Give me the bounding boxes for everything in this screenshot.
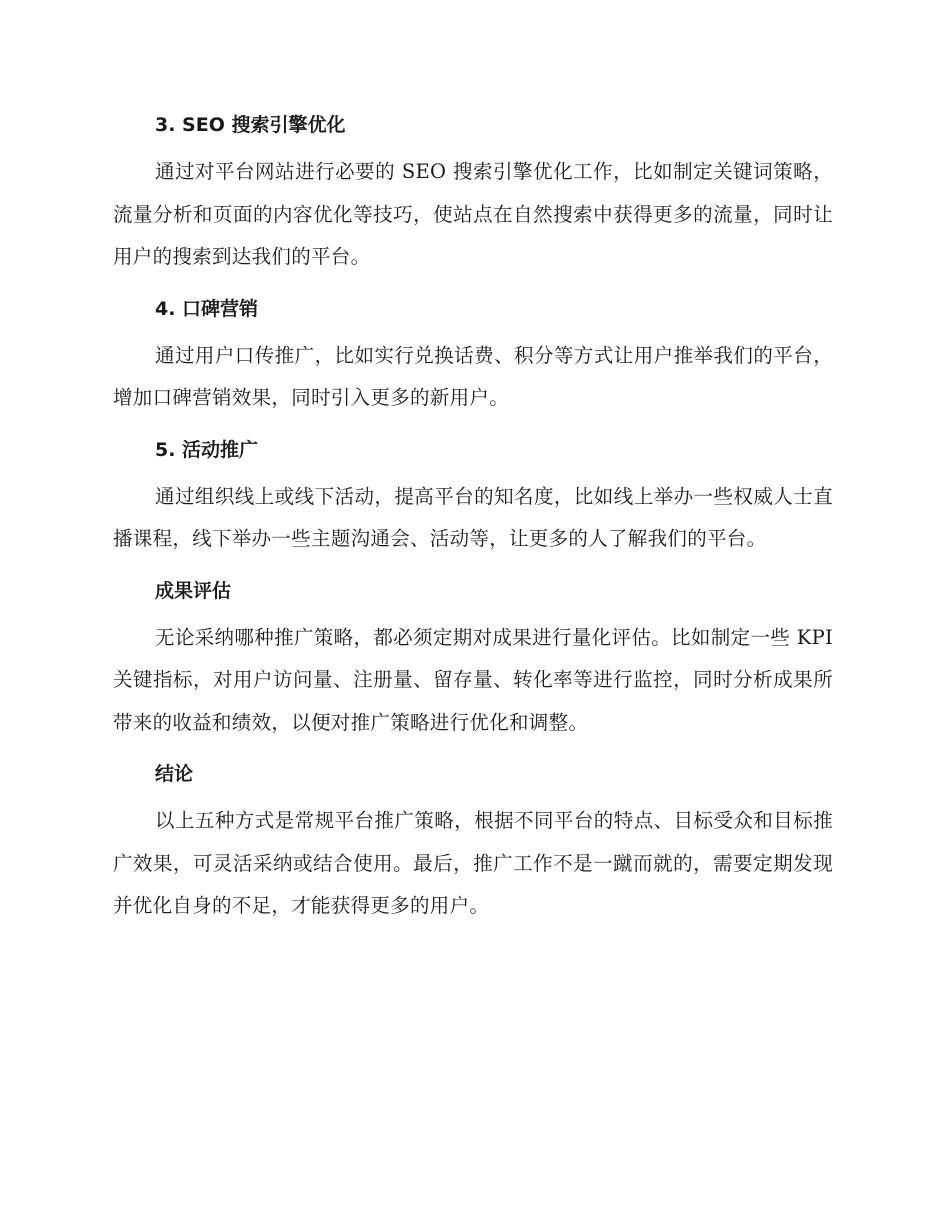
section-heading-conclusion: 结论 (155, 763, 194, 785)
section-heading-word-of-mouth: 4. 口碑营销 (155, 297, 259, 320)
section-heading-evaluation: 成果评估 (155, 579, 232, 602)
section-body-seo: 通过对平台网站进行必要的 SEO 搜索引擎优化工作，比如制定关键词策略，流量分析和页面的内容优化等技巧，使站点在自然搜索中获得更多的流量，同时让用户的搜索到达我们的平台。 (113, 160, 833, 268)
section-body-conclusion: 以上五种方式是常规平台推广策略，根据不同平台的特点、目标受众和目标推广效果，可灵活采纳或结合使用。最后，推广工作不是一蹴而就的，需要定期发现并优化自身的不足，才能获得更多的用户。 (113, 809, 833, 917)
section-body-evaluation: 无论采纳哪种推广策略，都必须定期对成果进行量化评估。比如制定一些 KPI 关键指标，对用户访问量、注册量、留存量、转化率等进行监控，同时分析成果所带来的收益和绩效，以便对推广策略进行优化和调整。 (113, 625, 833, 734)
section-body-word-of-mouth: 通过用户口传推广，比如实行兑换话费、积分等方式让用户推举我们的平台，增加口碑营销效果，同时引入更多的新用户。 (113, 343, 833, 409)
document-page (113, 103, 833, 936)
section-heading-seo: 3. SEO 搜索引擎优化 (155, 114, 346, 136)
section-body-event-promotion: 通过组织线上或线下活动，提高平台的知名度，比如线上举办一些权威人士直播课程，线下举办一些主题沟通会、活动等，让更多的人了解我们的平台。 (113, 484, 833, 550)
section-heading-event-promotion: 5. 活动推广 (155, 438, 259, 461)
